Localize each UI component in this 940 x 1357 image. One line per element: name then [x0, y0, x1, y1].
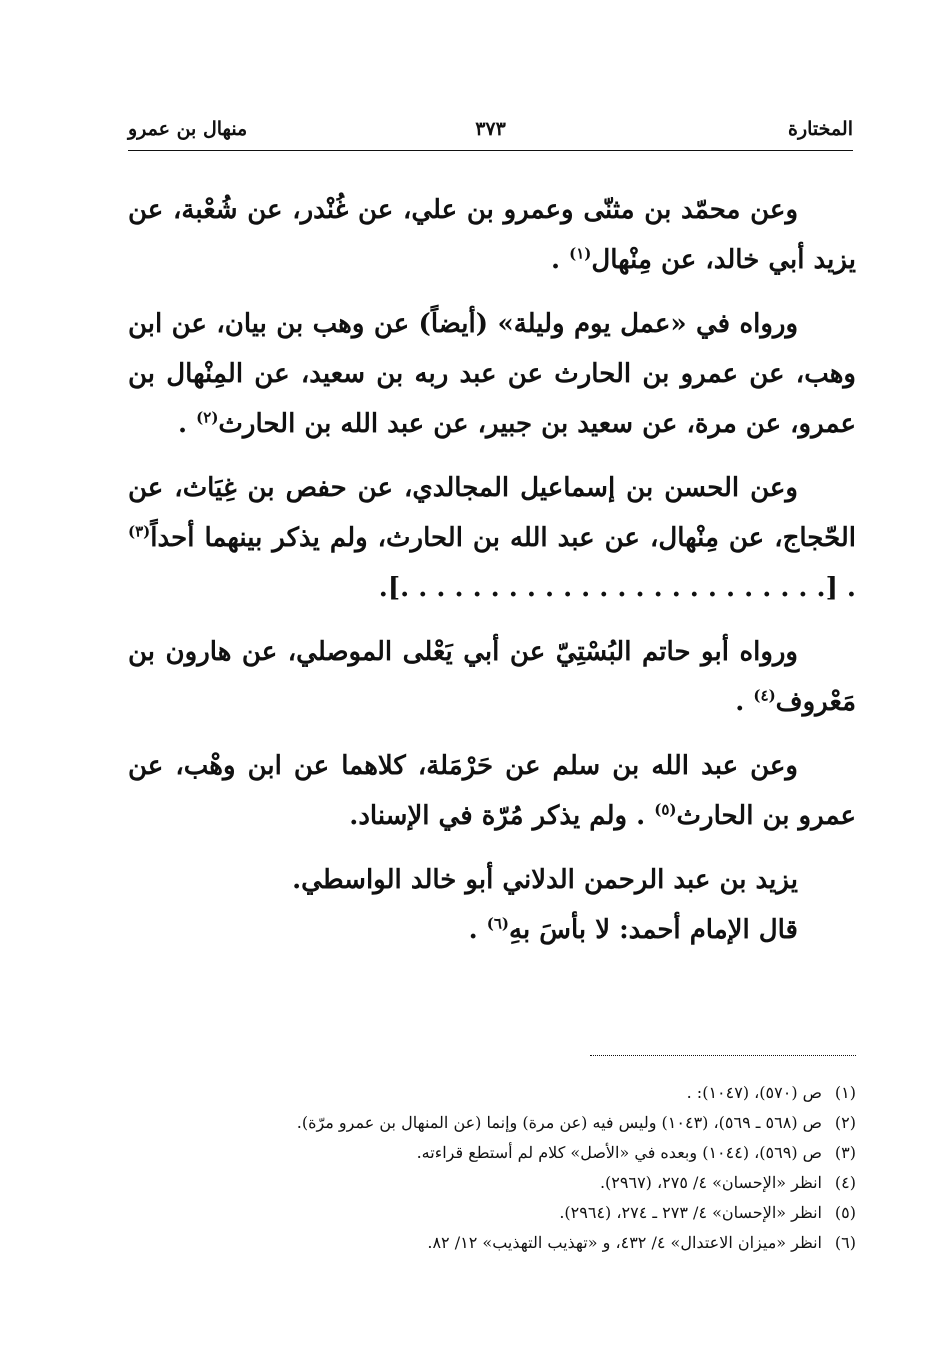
paragraph-1: وعن محمّد بن مثنّى وعمرو بن علي، عن غُنْدر، عن شُعْبة، عن يزيد أبي خالد، عن مِنْهال$^{(١)}$ .	[128, 195, 856, 275]
footnote-2: (٢)ص (٥٦٨ ـ ٥٦٩)، (١٠٤٣) وليس فيه (عن مرة) وإنما (عن المنهال بن عمرو مرّة).	[296, 1113, 856, 1132]
footnotes	[128, 1078, 856, 1258]
footnote-separator	[590, 1055, 856, 1056]
footnote-4: (٤)انظر «الإحسان» ٤/ ٢٧٥، (٢٩٦٧).	[599, 1173, 856, 1192]
main-text	[128, 185, 856, 969]
paragraph-5: وعن عبد الله بن سلم عن حَرْمَلة، كلاهما عن ابن وهْب، عن عمرو بن الحارث$^{(٥)}$ . ولم يذكر مُرّة في الإسناد.	[128, 751, 856, 831]
footnote-ref-6: (٦)	[486, 914, 510, 933]
paragraph-6: يزيد بن عبد الرحمن الدلاني أبو خالد الواسطي.	[292, 865, 798, 895]
paragraph-4: ورواه أبو حاتم البُسْتِيّ عن أبي يَعْلى الموصلي، عن هارون بن مَعْروف$^{(٤)}$ .	[128, 637, 856, 717]
running-header	[128, 118, 853, 148]
header-rule	[128, 150, 853, 151]
footnote-ref-1: (١)	[569, 244, 592, 263]
footnote-ref-5: (٥)	[654, 800, 677, 819]
footnote-ref-3: (٣)	[128, 522, 151, 541]
paragraph-7: قال الإمام أحمد: لا بأسَ بهِ$^{(٦)}$ .	[468, 914, 798, 945]
footnote-ref-4: (٤)	[753, 686, 776, 705]
footnote-1: (١)ص (٥٧٠)، (١٠٤٧): .	[686, 1083, 856, 1102]
footnote-ref-2: (٢)	[196, 408, 219, 427]
paragraph-2: ورواه في «عمل يوم وليلة» (أيضاً) عن وهب بن بيان، عن ابن وهب، عن عمرو بن الحارث عن عبد ربه بن سعيد، عن المِنْهال بن عمرو، عن مرة، عن سعيد بن جبير، عن عبد الله بن الحارث$^{(٢)}$ .	[128, 309, 856, 439]
footnote-5: (٥)انظر «الإحسان» ٤/ ٢٧٣ ـ ٢٧٤، (٢٩٦٤).	[559, 1203, 856, 1222]
page-number: ٣٧٣	[475, 118, 506, 140]
header-section-title: منهال بن عمرو	[128, 118, 248, 140]
footnote-3: (٣)ص (٥٦٩)، (١٠٤٤) وبعده في «الأصل» كلام لم أستطع قراءته.	[416, 1143, 856, 1162]
paragraph-3: وعن الحسن بن إسماعيل المجالدي، عن حفص بن غِيَاث، عن الحّجاج، عن مِنْهال، عن عبد الله بن الحارث، ولم يذكر بينهما أحداً$^{(٣)}$ . [. . . . . . . . . . . . . . . . . . . . . . . .].	[128, 473, 856, 603]
footnote-6: (٦)انظر «ميزان الاعتدال» ٤/ ٤٣٢، و «تهذيب التهذيب» ١٢/ ٨٢.	[427, 1233, 856, 1252]
header-book-title: المختارة	[788, 118, 853, 140]
